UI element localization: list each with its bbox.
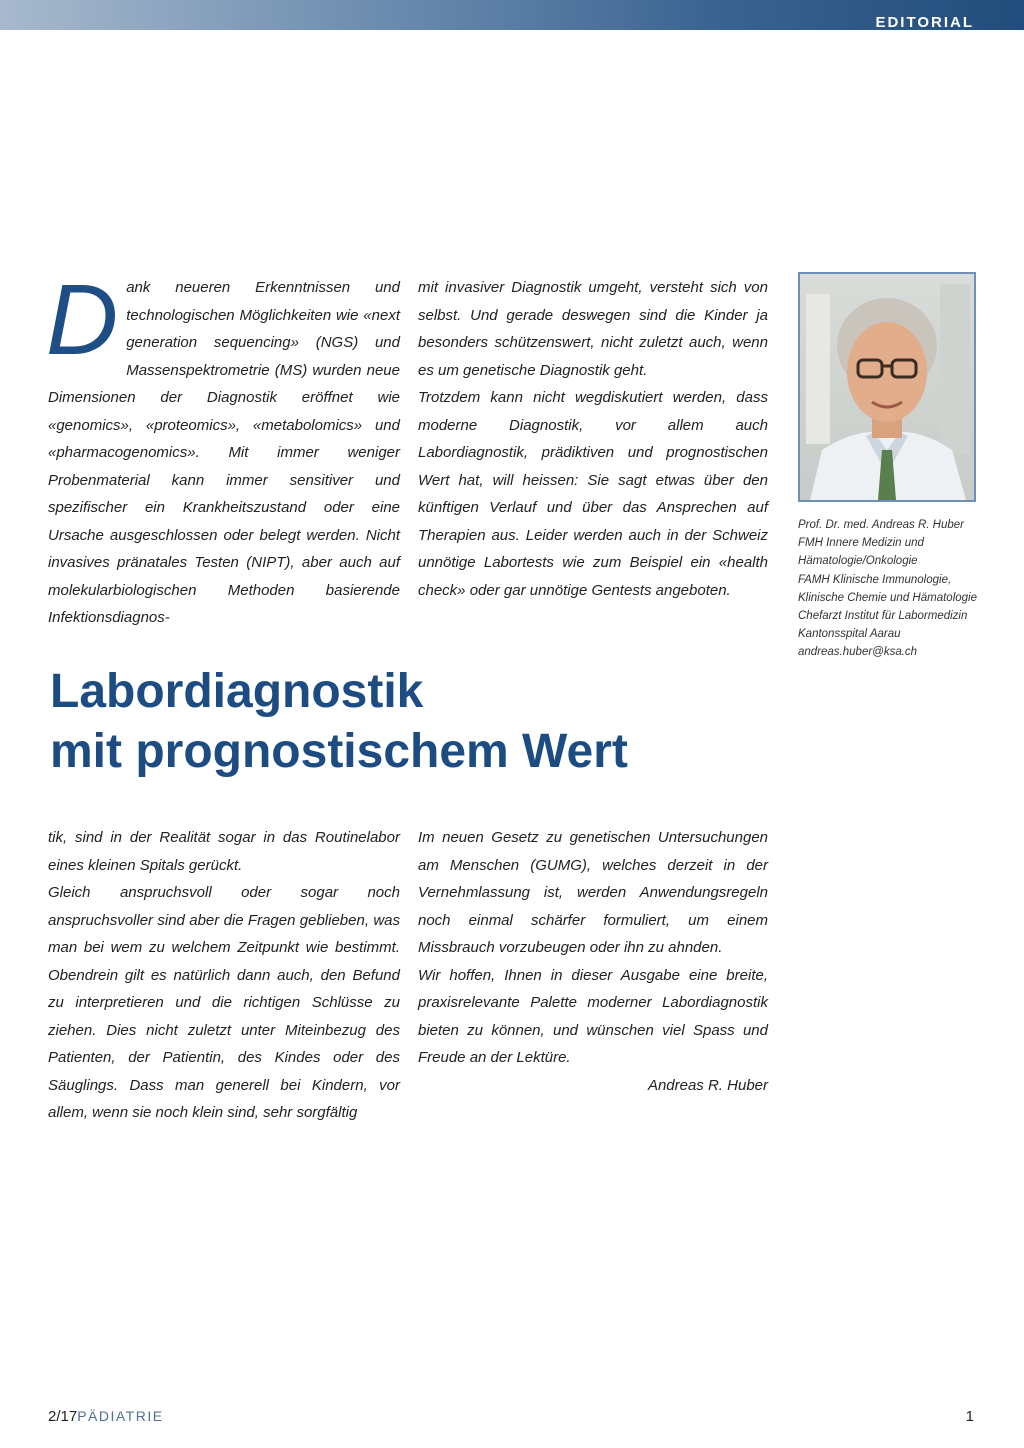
paragraph: Im neuen Gesetz zu genetischen Untersuchungen am Menschen (GUMG), welches derzeit in der Vernehmlassung ist, werden Anwendungsregeln noch einmal schärfer formuliert, um einem Missbrauch vorzubeugen oder ihn zu ahnden. bbox=[418, 829, 768, 956]
author-portrait bbox=[798, 272, 976, 502]
portrait-icon bbox=[800, 274, 974, 500]
paragraph: Wir hoffen, Ihnen in dieser Ausgabe eine breite, praxisrelevante Palette moderner Labordiagnostik bieten zu können, und wünschen viel Spass und Freude an der Lektüre. bbox=[418, 966, 768, 1066]
paragraph: ank neueren Erkenntnissen und technologischen Möglichkeiten wie «next generation sequencing» (NGS) und Massenspektrometrie (MS) wurden neue Dimensionen der Diagnostik eröffnet wie «genomics», «proteomics», «metabolomics» und «pharmacogenomics». Mit immer weniger Probenmaterial kann immer sensitiver und spezifischer ein Krankheitszustand oder eine Ursache ausgeschlossen oder belegt werden. Nicht invasives pränatales Testen (NIPT), aber auch auf molekularbiologischen Methoden basierende Infektionsdiagnos- bbox=[48, 279, 400, 626]
footer-issue bbox=[48, 1408, 164, 1425]
paragraph: Gleich anspruchsvoll oder sogar noch anspruchsvoller sind aber die Fragen geblieben, was man bei wem zu welchem Zeitpunkt wie bestimmt. Obendrein gilt es natürlich dann auch, den Befund zu interpretieren und die richtigen Schlüsse zu ziehen. Dies nicht zuletzt unter Miteinbezug des Patienten, der Patientin, des Kindes oder des Säuglings. Dass man generell bei Kindern, vor allem, wenn sie noch klein sind, sehr sorgfältig bbox=[48, 884, 400, 1121]
headline-line-2: mit prognostischem Wert bbox=[50, 725, 628, 778]
caption-line: FAMH Klinische Immunologie, bbox=[798, 573, 952, 586]
author-email[interactable]: andreas.huber@ksa.ch bbox=[798, 646, 918, 659]
caption-line: FMH Innere Medizin und bbox=[798, 537, 924, 550]
magazine-logo: PÄDIATRIE bbox=[77, 1408, 164, 1424]
article-column-1-bottom bbox=[48, 824, 400, 1127]
caption-line: Chefarzt Institut für Labormedizin bbox=[798, 610, 968, 623]
author-signature: Andreas R. Huber bbox=[647, 1076, 768, 1094]
article-column-1-top bbox=[46, 264, 400, 632]
caption-line: Hämatologie/Onkologie bbox=[798, 555, 918, 568]
caption-line: Prof. Dr. med. Andreas R. Huber bbox=[798, 519, 964, 531]
issue-number: 2/17 bbox=[48, 1408, 78, 1425]
page-number: 1 bbox=[965, 1408, 974, 1425]
caption-line: Klinische Chemie und Hämatologie bbox=[798, 591, 977, 604]
header-bar bbox=[0, 0, 1024, 30]
article-column-2-bottom bbox=[418, 824, 768, 1099]
article-headline bbox=[50, 662, 790, 782]
paragraph: Trotzdem kann nicht wegdiskutiert werden, dass moderne Diagnostik, vor allem auch Labordiagnostik, prädiktiven und prognostischen Wert hat, will heissen: Sie sagt etwas über den künftigen Verlauf und über das Ansprechen auf Therapien aus. Leider werden auch in der Schweiz unnötige Labortests wie zum Beispiel ein «health check» oder gar unnötige Gentests angeboten. bbox=[418, 389, 768, 599]
paragraph: mit invasiver Diagnostik umgeht, versteht sich von selbst. Und gerade deswegen sind die Kinder ja besonders schützenswert, nicht zuletzt auch, wenn es um genetische Diagnostik geht. bbox=[418, 279, 768, 379]
paragraph: tik, sind in der Realität sogar in das Routinelabor eines kleinen Spitals gerückt. bbox=[48, 829, 400, 874]
drop-cap: D bbox=[46, 264, 119, 376]
section-label: EDITORIAL bbox=[875, 14, 974, 31]
caption-line: Kantonsspital Aarau bbox=[798, 628, 901, 641]
article-column-2-top bbox=[418, 274, 768, 604]
headline-line-1: Labordiagnostik bbox=[50, 665, 424, 718]
author-caption bbox=[798, 516, 998, 662]
